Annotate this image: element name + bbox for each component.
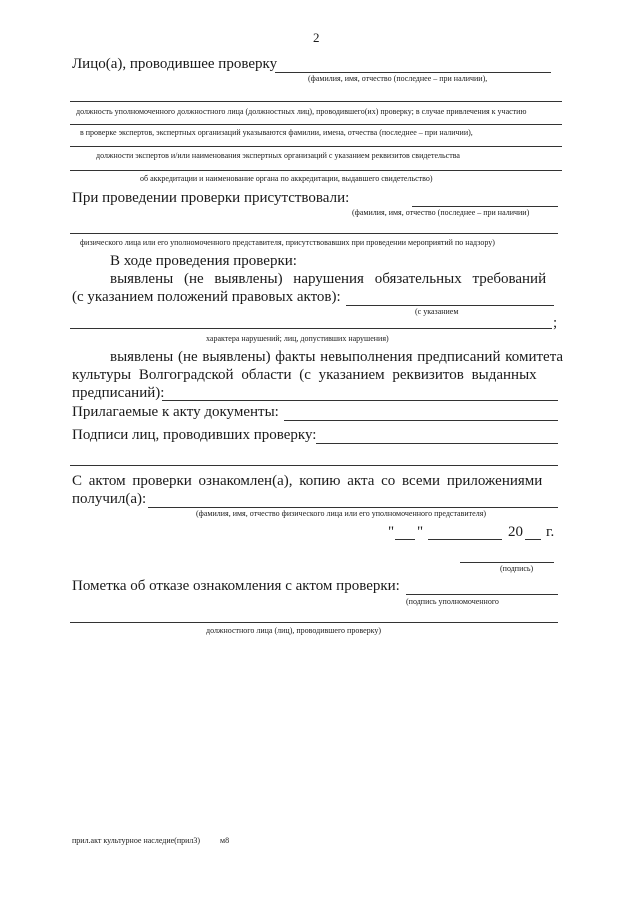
facts-line-3: предписаний): <box>72 385 165 401</box>
refusal-line-2 <box>70 622 558 623</box>
date-close-quote: " <box>417 524 424 540</box>
page-number: 2 <box>313 30 320 45</box>
present-label: При проведении проверки присутствовали: <box>72 190 350 206</box>
present-hint-2: физического лица или его уполномоченного представителя, присутствовавших при проведении мероприятий по надзору) <box>80 238 495 247</box>
acquainted-fill-line <box>148 507 558 508</box>
signatures-label: Подписи лиц, проводивших проверку: <box>72 427 317 443</box>
violations-line-2: (с указанием положений правовых актов): <box>72 289 341 305</box>
acquainted-line-2: получил(а): <box>72 491 147 507</box>
refusal-hint-1: (подпись уполномоченного <box>406 597 499 606</box>
footer-right: м8 <box>220 836 230 845</box>
inspector-line-2 <box>70 101 562 102</box>
violations-text-1: выявлены (не выявлены) нарушения обязательных требований <box>110 271 547 287</box>
refusal-fill-line <box>406 594 558 595</box>
signatures-line-2 <box>70 465 558 466</box>
inspector-line-3 <box>70 124 562 125</box>
inspector-hint-5: об аккредитации и наименование органа по аккредитации, выдавшего свидетельство) <box>140 174 433 183</box>
date-month-line <box>428 539 502 540</box>
signature-line <box>460 562 554 563</box>
violations-hint-2: характера нарушений; лиц, допустивших нарушения) <box>206 334 389 343</box>
inspector-hint-1: (фамилия, имя, отчество (последнее – при наличии), <box>308 74 488 83</box>
facts-line-1: выявлены (не выявлены) факты невыполнения предписаний комитета <box>110 349 564 365</box>
violations-fill-line <box>346 305 554 306</box>
violations-line-1 <box>110 271 560 288</box>
refusal-label: Пометка об отказе ознакомления с актом проверки: <box>72 578 400 594</box>
refusal-hint-2: должностного лица (лиц), проводившего проверку) <box>206 626 382 635</box>
inspector-hint-3: в проверке экспертов, экспертных организаций указываются фамилии, имена, отчества (последнее – при наличии), <box>80 128 473 137</box>
semicolon: ; <box>553 315 558 331</box>
present-hint-1: (фамилия, имя, отчество (последнее – при наличии) <box>352 208 530 217</box>
present-fill-line <box>412 206 558 207</box>
date-year-suffix: г. <box>546 524 555 540</box>
present-line-2 <box>70 233 558 234</box>
date-day-line <box>395 539 415 540</box>
inspector-hint-2: должность уполномоченного должностного лица (должностных лиц), проводившего(их) проверку; в случае привлечения к участию <box>76 107 527 116</box>
footer-left: прил.акт культурное наследие(прил3) <box>72 836 201 845</box>
findings-intro: В ходе проведения проверки: <box>110 253 297 269</box>
inspector-line-4 <box>70 146 562 147</box>
documents-label: Прилагаемые к акту документы: <box>72 404 279 420</box>
signatures-fill-line <box>316 443 558 444</box>
date-year-prefix: 20 <box>508 524 523 540</box>
inspector-hint-4: должности экспертов и/или наименования экспертных организаций с указанием реквизитов свидетельства <box>96 151 460 160</box>
date-year-line <box>525 539 541 540</box>
date-open-quote: " <box>388 524 395 540</box>
facts-fill-line <box>162 400 558 401</box>
violations-hint-1: (с указанием <box>415 307 459 316</box>
acquainted-line-1: С актом проверки ознакомлен(а), копию акта со всеми приложениями <box>72 473 543 489</box>
inspector-label: Лицо(а), проводившее проверку <box>72 56 278 72</box>
inspector-fill-line <box>275 72 551 73</box>
violations-line-3 <box>70 328 552 329</box>
signature-hint: (подпись) <box>500 564 534 573</box>
facts-line-2: культуры Волгоградской области (с указанием реквизитов выданных <box>72 367 537 383</box>
acquainted-hint: (фамилия, имя, отчество физического лица или его уполномоченного представителя) <box>196 509 487 518</box>
documents-fill-line <box>284 420 558 421</box>
inspector-line-5 <box>70 170 562 171</box>
